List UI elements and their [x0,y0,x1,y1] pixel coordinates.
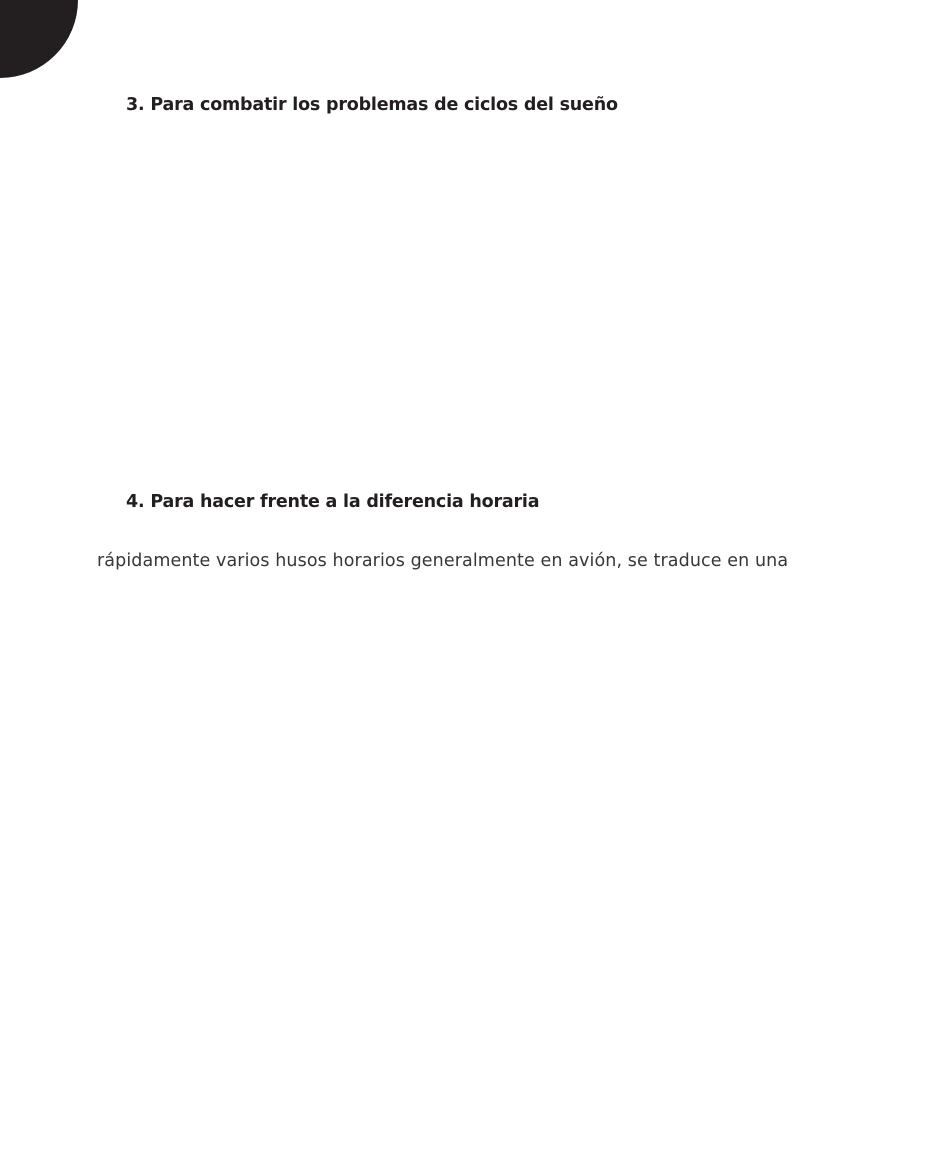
section-heading-3: 3. Para combatir los problemas de ciclos del sueño [126,95,618,115]
body-text-line: rápidamente varios husos horarios generalmente en avión, se traduce en una [97,551,789,571]
section-heading-4: 4. Para hacer frente a la diferencia horaria [126,492,540,512]
page-corner-tab [0,0,78,78]
